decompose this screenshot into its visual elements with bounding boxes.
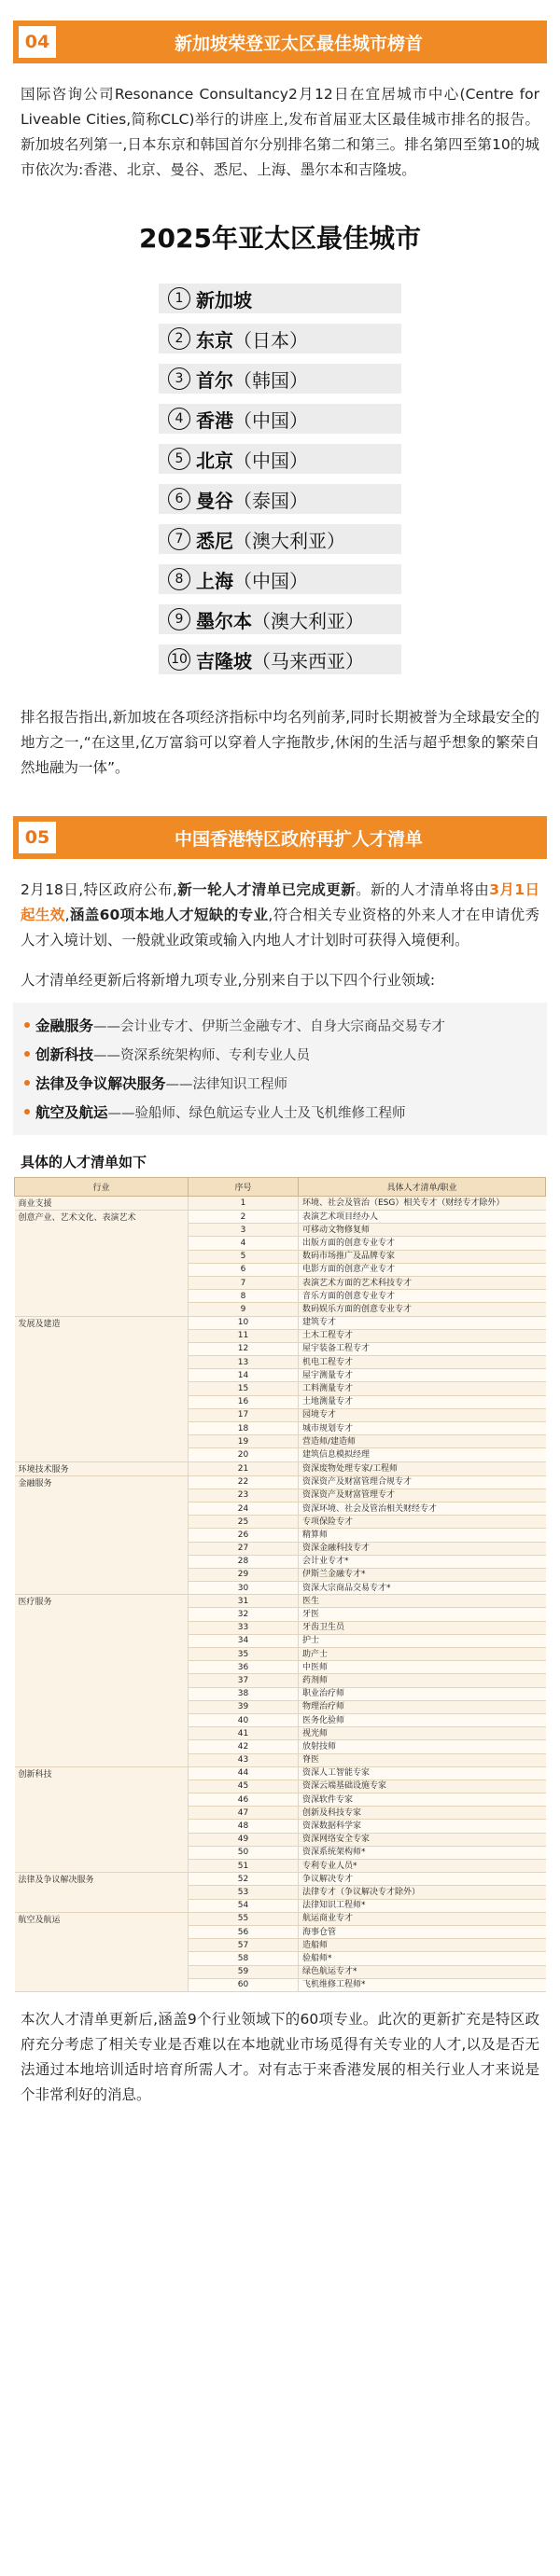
industry-detail: ——验船师、绿色航运专业人士及飞机维修工程师 — [107, 1106, 406, 1121]
table-cell-occupation: 专利专业人员* — [299, 1860, 546, 1873]
table-cell-occupation: 工料测量专才 — [299, 1382, 546, 1395]
table-cell-occupation: 城市规划专才 — [299, 1422, 546, 1435]
table-cell-number: 7 — [189, 1276, 299, 1289]
table-cell-industry: 商业支援 — [15, 1197, 189, 1211]
table-cell-number: 12 — [189, 1342, 299, 1355]
table-cell-occupation: 验船师* — [299, 1952, 546, 1965]
table-cell-occupation: 助产士 — [299, 1648, 546, 1661]
ranking-item — [159, 324, 401, 353]
table-cell-occupation: 园境专才 — [299, 1408, 546, 1421]
table-cell-number: 33 — [189, 1621, 299, 1634]
table-cell-number: 4 — [189, 1237, 299, 1250]
p1-text-bold: 新一轮人才清单已完成更新 — [176, 881, 357, 898]
table-title: 具体的人才清单如下 — [21, 1154, 147, 1170]
table-cell-occupation: 音乐方面的创意专业专才 — [299, 1290, 546, 1303]
industry-item — [21, 1012, 539, 1041]
table-cell-occupation: 牙医 — [299, 1608, 546, 1621]
table-row — [15, 1912, 546, 1925]
table-cell-occupation: 数码娱乐方面的创意专业专才 — [299, 1303, 546, 1316]
rank-city: 上海 — [196, 569, 233, 592]
table-cell-occupation: 专项保险专才 — [299, 1516, 546, 1529]
table-cell-number: 51 — [189, 1860, 299, 1873]
section-5-header — [13, 816, 547, 859]
ranking-item — [159, 564, 401, 594]
p1-text-g: ,符合相关专业资格的外来人才在申请优秀人才入境计划、一般就业政策或输入内地人才计划时可获得入境便利。 — [21, 907, 539, 949]
table-cell-number: 20 — [189, 1448, 299, 1461]
table-cell-occupation: 土木工程专才 — [299, 1329, 546, 1342]
rank-number: 8 — [168, 568, 190, 590]
ranking-item — [159, 524, 401, 554]
ranking-title: 2025年亚太区最佳城市 — [139, 223, 421, 254]
table-cell-occupation: 绿色航运专才* — [299, 1965, 546, 1978]
section-4-outro: 排名报告指出,新加坡在各项经济指标中均名列前茅,同时长期被誉为全球最安全的地方之一,“在这里,亿万富翁可以穿着人字拖散步,休闲的生活与超乎想象的繁荣自然地融为一体”。 — [21, 709, 539, 776]
industry-detail: ——资深系统架构师、专利专业人员 — [93, 1048, 311, 1063]
table-cell-number: 46 — [189, 1794, 299, 1807]
table-cell-number: 19 — [189, 1435, 299, 1448]
table-cell-occupation: 牙齿卫生员 — [299, 1621, 546, 1634]
section-4-header — [13, 21, 547, 63]
table-cell-occupation: 资深云端基础设施专家 — [299, 1780, 546, 1793]
table-cell-number: 6 — [189, 1263, 299, 1276]
table-cell-occupation: 医生 — [299, 1595, 546, 1608]
table-row — [15, 1461, 546, 1475]
table-cell-occupation: 脊医 — [299, 1753, 546, 1766]
table-cell-number: 1 — [189, 1197, 299, 1211]
table-header-row — [15, 1178, 546, 1197]
new-industries-list — [13, 1003, 547, 1135]
p1-text-c: 。新的人才清单将由 — [356, 881, 490, 898]
industry-item — [21, 1070, 539, 1099]
table-cell-number: 49 — [189, 1833, 299, 1846]
table-header-number: 序号 — [189, 1178, 299, 1197]
section-5-paragraph-2: 人才清单经更新后将新增九项专业,分别来自于以下四个行业领域: — [21, 972, 436, 989]
table-cell-occupation: 飞机维修工程师* — [299, 1978, 546, 1991]
table-cell-number: 38 — [189, 1687, 299, 1700]
rank-number: 5 — [168, 448, 190, 470]
table-cell-number: 30 — [189, 1582, 299, 1595]
bullet-dot-icon — [24, 1109, 30, 1115]
table-cell-industry: 环境技术服务 — [15, 1461, 189, 1475]
table-cell-occupation: 伊斯兰金融专才* — [299, 1568, 546, 1581]
table-cell-number: 21 — [189, 1461, 299, 1475]
table-cell-industry: 医疗服务 — [15, 1595, 189, 1766]
industry-name: 创新科技 — [35, 1046, 94, 1063]
table-cell-occupation: 表演艺术项目经办人 — [299, 1211, 546, 1224]
table-cell-occupation: 资深软件专家 — [299, 1794, 546, 1807]
table-cell-occupation: 数码市场推广及品牌专家 — [299, 1250, 546, 1263]
table-cell-industry: 发展及建造 — [15, 1316, 189, 1461]
rank-number: 7 — [168, 528, 190, 550]
table-cell-occupation: 海事仓管 — [299, 1925, 546, 1938]
section-4-intro: 国际咨询公司Resonance Consultancy2月12日在宜居城市中心(Centre for Liveable Cities,简称CLC)举行的讲座上,发布首届亚太区最佳城市排名的报告。新加坡名列第一,日本东京和韩国首尔分别排名第二和第三。排名第四至第10的城市依次为:香港、北京、曼谷、悉尼、上海、墨尔本和吉隆坡。 — [21, 86, 539, 178]
rank-city: 悉尼 — [196, 529, 233, 552]
table-cell-number: 13 — [189, 1356, 299, 1369]
table-cell-occupation: 药剂师 — [299, 1674, 546, 1687]
rank-number: 1 — [168, 287, 190, 310]
table-cell-number: 57 — [189, 1939, 299, 1952]
table-cell-industry: 航空及航运 — [15, 1912, 189, 1991]
table-cell-number: 43 — [189, 1753, 299, 1766]
industry-detail: ——会计业专才、伊斯兰金融专才、自身大宗商品交易专才 — [93, 1019, 446, 1034]
table-cell-occupation: 资深数据科学家 — [299, 1820, 546, 1833]
table-cell-number: 45 — [189, 1780, 299, 1793]
ranking-item — [159, 484, 401, 514]
table-cell-number: 32 — [189, 1608, 299, 1621]
table-cell-occupation: 土地测量专才 — [299, 1395, 546, 1408]
table-cell-number: 24 — [189, 1502, 299, 1515]
table-cell-occupation: 可移动文物修复师 — [299, 1224, 546, 1237]
table-row — [15, 1197, 546, 1211]
table-cell-occupation: 航运商业专才 — [299, 1912, 546, 1925]
table-cell-occupation: 法律专才（争议解决专才除外） — [299, 1886, 546, 1899]
table-cell-number: 47 — [189, 1807, 299, 1820]
table-cell-occupation: 表演艺术方面的艺术科技专才 — [299, 1276, 546, 1289]
rank-city: 东京 — [196, 328, 233, 352]
section-5-closing: 本次人才清单更新后,涵盖9个行业领域下的60项专业。此次的更新扩充是特区政府充分考虑了相关专业是否难以在本地就业市场觅得有关专业的人才,以及是否无法通过本地培训适时培育所需人才。对有志于来香港发展的相关行业人才来说是个非常利好的消息。 — [21, 2010, 539, 2103]
table-cell-occupation: 放射技师 — [299, 1740, 546, 1753]
table-cell-number: 39 — [189, 1700, 299, 1713]
table-cell-number: 35 — [189, 1648, 299, 1661]
table-cell-occupation: 视光师 — [299, 1727, 546, 1740]
table-cell-number: 25 — [189, 1516, 299, 1529]
rank-number: 3 — [168, 367, 190, 390]
p1-text-e: , — [64, 907, 70, 923]
section-4-number: 04 — [19, 26, 56, 58]
table-cell-number: 42 — [189, 1740, 299, 1753]
table-cell-occupation: 资深大宗商品交易专才* — [299, 1582, 546, 1595]
table-cell-number: 28 — [189, 1555, 299, 1568]
table-cell-number: 18 — [189, 1422, 299, 1435]
table-row — [15, 1595, 546, 1608]
section-5-title: 中国香港特区政府再扩人才清单 — [174, 828, 423, 850]
table-row — [15, 1211, 546, 1224]
rank-country: （澳大利亚） — [252, 609, 364, 632]
table-cell-number: 60 — [189, 1978, 299, 1991]
table-cell-occupation: 资深资产及财富管理专才 — [299, 1489, 546, 1502]
rank-city: 吉隆坡 — [196, 649, 252, 672]
table-cell-number: 15 — [189, 1382, 299, 1395]
table-cell-number: 27 — [189, 1542, 299, 1555]
table-cell-number: 11 — [189, 1329, 299, 1342]
table-cell-occupation: 资深人工智能专家 — [299, 1766, 546, 1780]
rank-country: （日本） — [233, 328, 308, 352]
table-cell-occupation: 争议解决专才 — [299, 1873, 546, 1886]
table-cell-occupation: 屋宇测量专才 — [299, 1369, 546, 1382]
table-cell-number: 50 — [189, 1846, 299, 1859]
table-cell-occupation: 精算师 — [299, 1529, 546, 1542]
rank-country: （韩国） — [233, 368, 308, 392]
table-cell-occupation: 建筑信息模拟经理 — [299, 1448, 546, 1461]
rank-city: 墨尔本 — [196, 609, 252, 632]
table-row — [15, 1873, 546, 1886]
table-cell-industry: 创新科技 — [15, 1766, 189, 1873]
table-cell-number: 31 — [189, 1595, 299, 1608]
p1-effective-date: 3月1日起生效 — [21, 881, 539, 923]
rank-country: （马来西亚） — [252, 649, 364, 672]
table-cell-occupation: 电影方面的创意产业专才 — [299, 1263, 546, 1276]
rank-country: （泰国） — [233, 489, 308, 512]
table-cell-occupation: 创新及科技专家 — [299, 1807, 546, 1820]
table-cell-number: 54 — [189, 1899, 299, 1912]
section-5-number: 05 — [19, 822, 56, 853]
table-cell-occupation: 营造师/建造师 — [299, 1435, 546, 1448]
table-cell-number: 14 — [189, 1369, 299, 1382]
industry-name: 法律及争议解决服务 — [35, 1075, 166, 1092]
table-cell-occupation: 法律知识工程师* — [299, 1899, 546, 1912]
table-cell-occupation: 资深系统架构师* — [299, 1846, 546, 1859]
table-cell-number: 10 — [189, 1316, 299, 1329]
ranking-item — [159, 444, 401, 474]
industry-name: 航空及航运 — [35, 1104, 108, 1121]
table-cell-number: 22 — [189, 1475, 299, 1489]
table-cell-number: 41 — [189, 1727, 299, 1740]
rank-number: 4 — [168, 408, 190, 430]
table-cell-occupation: 资深网络安全专家 — [299, 1833, 546, 1846]
table-cell-industry: 创意产业、艺术文化、表演艺术 — [15, 1211, 189, 1317]
table-cell-industry: 法律及争议解决服务 — [15, 1873, 189, 1913]
table-cell-occupation: 资深废物处理专家/工程师 — [299, 1461, 546, 1475]
table-cell-number: 37 — [189, 1674, 299, 1687]
table-cell-occupation: 资深资产及财富管理合规专才 — [299, 1475, 546, 1489]
rank-country: （澳大利亚） — [233, 529, 345, 552]
table-header-occupation: 具体人才清单/职业 — [299, 1178, 546, 1197]
table-cell-number: 9 — [189, 1303, 299, 1316]
table-cell-occupation: 护士 — [299, 1634, 546, 1647]
rank-country: （中国） — [233, 409, 308, 432]
ranking-item — [159, 364, 401, 394]
ranking-item — [159, 604, 401, 634]
table-cell-occupation: 职业治疗师 — [299, 1687, 546, 1700]
p1-text-bold-2: 涵盖60项本地人才短缺的专业 — [69, 907, 269, 923]
table-cell-occupation: 物理治疗师 — [299, 1700, 546, 1713]
ranking-item — [159, 644, 401, 674]
talent-list-table — [14, 1177, 546, 1992]
rank-city: 曼谷 — [196, 489, 233, 512]
rank-city: 北京 — [196, 449, 233, 472]
industry-detail: ——法律知识工程师 — [165, 1077, 288, 1092]
table-cell-number: 26 — [189, 1529, 299, 1542]
table-cell-number: 58 — [189, 1952, 299, 1965]
table-cell-number: 17 — [189, 1408, 299, 1421]
table-cell-occupation: 屋宇装备工程专才 — [299, 1342, 546, 1355]
table-row — [15, 1475, 546, 1489]
table-row — [15, 1316, 546, 1329]
table-cell-number: 48 — [189, 1820, 299, 1833]
table-row — [15, 1766, 546, 1780]
table-cell-occupation: 资深环境、社会及管治相关财经专才 — [299, 1502, 546, 1515]
table-cell-occupation: 建筑专才 — [299, 1316, 546, 1329]
rank-country: （中国） — [233, 569, 308, 592]
table-cell-number: 36 — [189, 1661, 299, 1674]
rank-city: 新加坡 — [196, 288, 252, 312]
table-cell-number: 40 — [189, 1713, 299, 1726]
bullet-dot-icon — [24, 1080, 30, 1086]
rank-country: （中国） — [233, 449, 308, 472]
table-header-industry: 行业 — [15, 1178, 189, 1197]
table-cell-number: 59 — [189, 1965, 299, 1978]
table-cell-occupation: 机电工程专才 — [299, 1356, 546, 1369]
section-5-paragraph-1 — [21, 878, 539, 953]
ranking-item — [159, 284, 401, 313]
table-cell-occupation: 资深金融科技专才 — [299, 1542, 546, 1555]
rank-city: 香港 — [196, 409, 233, 432]
industry-name: 金融服务 — [35, 1018, 94, 1034]
table-cell-number: 3 — [189, 1224, 299, 1237]
rank-number: 10 — [168, 648, 190, 671]
table-cell-occupation: 中医师 — [299, 1661, 546, 1674]
table-cell-number: 16 — [189, 1395, 299, 1408]
rank-city: 首尔 — [196, 368, 233, 392]
bullet-dot-icon — [24, 1051, 30, 1057]
p1-text-a: 2月18日,特区政府公布, — [21, 881, 177, 898]
table-cell-number: 23 — [189, 1489, 299, 1502]
table-cell-industry: 金融服务 — [15, 1475, 189, 1595]
table-cell-number: 44 — [189, 1766, 299, 1780]
table-cell-number: 2 — [189, 1211, 299, 1224]
table-cell-number: 34 — [189, 1634, 299, 1647]
bullet-dot-icon — [24, 1022, 30, 1028]
table-cell-occupation: 造船师 — [299, 1939, 546, 1952]
table-cell-number: 55 — [189, 1912, 299, 1925]
table-cell-number: 8 — [189, 1290, 299, 1303]
table-cell-number: 52 — [189, 1873, 299, 1886]
table-cell-occupation: 医务化验师 — [299, 1713, 546, 1726]
table-cell-number: 5 — [189, 1250, 299, 1263]
table-cell-occupation: 环境、社会及管治（ESG）相关专才（财经专才除外） — [299, 1197, 546, 1211]
industry-item — [21, 1099, 539, 1128]
ranking-list — [159, 284, 401, 674]
rank-number: 2 — [168, 327, 190, 350]
industry-item — [21, 1041, 539, 1070]
ranking-item — [159, 404, 401, 434]
table-cell-number: 53 — [189, 1886, 299, 1899]
section-4-title: 新加坡荣登亚太区最佳城市榜首 — [174, 33, 423, 54]
table-cell-number: 56 — [189, 1925, 299, 1938]
table-cell-occupation: 会计业专才* — [299, 1555, 546, 1568]
rank-number: 6 — [168, 488, 190, 510]
table-cell-occupation: 出版方面的创意专业专才 — [299, 1237, 546, 1250]
rank-number: 9 — [168, 608, 190, 630]
table-cell-number: 29 — [189, 1568, 299, 1581]
